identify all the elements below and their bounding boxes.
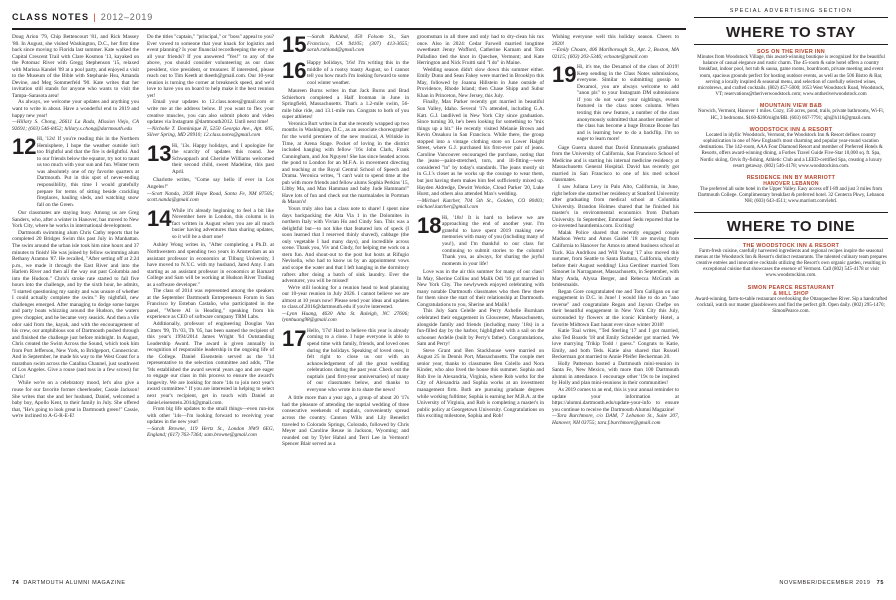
listing-description: Award-winning, farm-to-table restaurant overlooking the Ottauquechee River. Sip a handcrafted cocktail, watch our master glassblowers and find the perfect gift. Open daily. (802) 295-1470; SimonPearce.com. [694, 296, 888, 315]
class-year-number: 12 [12, 134, 37, 160]
listing-woodstock-inn-dining [694, 243, 888, 280]
note-paragraph: We're still looking for a reunion head to lead planning our 10-year reunion in July 2026. I cannot believe we are almost at 10 years now! Please send your ideas and updates to class.of.2016@dartmouth.edu if you're interested. [282, 284, 409, 311]
class-year-number: 14 [147, 205, 172, 231]
note-paragraph: Ashley Wong writes in, "After completing a Ph.D. at Northwestern and spending two years in Amsterdam as an assistant professor in economics at Tilburg University, I have moved to N.Y.C. with my husband, Jared Amy. I am starting as an assistant professor in economics at Barnard College and Sam will be working at Hudson River Trading as a software developer." [147, 242, 274, 288]
class-year-block-12 [12, 136, 139, 208]
class-year-block-13 [147, 140, 274, 176]
class-year-number: 13 [147, 140, 172, 166]
class-year-intro: Hi, '18s! It is hard to believe we are approaching the end of another year. I'm grateful to have spent 2019 making new memories with many of you (including many of you!), and I'm thankful to our class for continuing to submit stories to the column! Thank you, as always, for sharing the joyful moments in your life! [442, 214, 544, 267]
class-year-block-17 [282, 325, 409, 393]
listing-woodstock-inn [694, 127, 888, 170]
listing-name: MOUNTAIN VIEW B&B [759, 103, 823, 110]
note-paragraph: Dartmouth swimming alum Chris Cathy reports that he completed 20 Bridges Swim this past July in Manhattan. The swim around the urban isle took him nine hours and 37 minutes to finish! He was joined by fellow swimming alum Bethany Aramno '87. He recalled, "After setting off at 2:24 p.m., we made it through the East River and into the Harlem River and then all the way out past Columbia and into the Hudson." Chris's stroke rate started to fall five hours into the challenge, and by the sixth hour, he admits, "I started questioning my sanity and was unsure of whether I could actually complete the swim." By nightfall, new challenges emerged. After managing to dodge some barges and party boats whizzing around the Hudson, the waters grew choppier, and he became very seasick. And then a vile odor said from the, kayak, and with the encouragement of his crew, our amphibious son of Dartmouth pushed through and finished the challenge just before midnight. In August, Chris created the Swim Across the Sound, which took him from Port Jefferson, New York, to Bridgeport, Connecticut. And in September, he made his way to the West Coast for a marathon swim across the Catalina Channel, just southwest of Los Angeles. Give a rouse (and toss in a few scows) for Chris! [12, 229, 139, 380]
section-name: CLASS NOTES [12, 12, 90, 22]
note-paragraph: I saw Juliana Levy in Palo Alto, California, in June, right before she started her residency at Stanford University after graduating from medical school at Columbia University. Brandon Holmes shared that he finished his master's in environmental economics from Durham University. In September, Emmanuel Sedu reported that he co-invented hauntlemia.com. Exciting! [552, 184, 679, 230]
class-year-intro: Hi, '13s. Happy holidays, and I apologize for the scarcity of updates this round. Joe Schwappach and Cherishe Williams welcomed their second child, sweet Madeline, this past April. [172, 142, 274, 175]
note-paragraph: As 2019 comes to an end, this is your annual reminder to update your information at https://alumni.dartmouth.edu/update-your-info to ensure you continue to receive the Dartmouth Alumni Magazine! [552, 386, 679, 413]
correspondent-signature: —Scott Nanda, 2038 Hope Road, Santa Fe, NM 87505; scott.nanda@gmail.com [147, 190, 274, 204]
listing-description: Located in idyllic Woodstock, Vermont, the Woodstock Inn & Resort defines country sophistication in one of New England's most charming and popular year-round vacation destinations. The 142-room, AAA Four Diamond Resort and member of Preferred Hotels & Resorts, offers award-winning dining, a Forbes Travel Guide Five-Star 10,000 sq. ft. Spa, Nordic skiing, Orvis fly-fishing, Athletic Club and a LEED-certified Spa, creating a luxury resort getaway. (802) 546-4178; www.woodstockinn.com. [699, 132, 883, 169]
note-paragraph: This July Sam Celelle and Perry Axhelle Burnham celebrated their engagement in Gloucester, Massachusetts, alongside family and friends (including many '18s) in a fun-filled day by the harbor, highlighted with a sail on the schooner Ardelle (built by Perry's father). Congratulations, Sam and Perry! [417, 308, 544, 348]
title-separator: | [93, 12, 97, 22]
issue-date: NOVEMBER/DECEMBER 2019 [779, 580, 871, 586]
listing-location: & MILL SHOP [773, 290, 809, 297]
where-to-dine-heading: WHERE TO DINE [694, 212, 888, 239]
listing-residence-inn [694, 175, 888, 206]
note-paragraph: From big life updates to the small things—even run-ins with other '14s—I'm looking forward to receiving your updates in the new year! [147, 406, 274, 426]
class-year-intro: Hi, it's me, the Dexamol of the class of 2019! Keep sending in the Class Notes submissions, everyone. Similar to submitting gossip to Dexamol, you are always welcome to add "anon pls" to your Instagram DM submissions if you do not want your nightings, events featured in the class notes column. When texting this new feature, a number of the class anonymously submitted that another member of the class has become a huge Bronze Boone fan and is learning how to do a backflip. I'm so eager to learn more! [577, 64, 679, 143]
note-paragraph: Charlotte writes, "Come say hello if ever in Los Angeles!" [147, 177, 274, 191]
listing-name: SOS ON THE RIVER INN [757, 49, 825, 55]
class-year-intro: While it's already beginning to feel a bit like November here in London, this column is in fact written in August when you are all much busier having adventures than sharing updates, so it will be a short one! [172, 207, 274, 240]
class-years: 2012–2019 [100, 12, 154, 22]
listing-simon-pearce [694, 285, 888, 316]
note-paragraph: Doug Arion '79, Chip Bettencourt '81, and Rick Massey '80. In August, she visited Washington, D.C., her first time back since moving to Florida last summer. Kate walked the Capital Crescent Trail with Clare Kosmon '13, kayaked on the Potomac River with Gregg Stephenson '15, relaxed with Marissa Kandel '09 at a pool party, and enjoyed a visit to the Museum of the Bible with Stephanie Hsu, Amanda Devine, and Meg Sommerfeld '90. Kate writes that her invitation still stands for anyone who wants to visit the Tampa–Sarasota area! [12, 34, 139, 99]
correspondent-signature: —Nicholle T. Dominique II, 5250 Georgia Ave., Apt. 605, Silver Spring, MD 20910; 12.class.notes@gmail.com [147, 125, 274, 139]
class-year-intro: Hello, '17s! Hard to believe this year is already coming to a close. I hope everyone is able to spend time with family, friends, and loved ones during the holidays. Speaking of loved ones, it felt right to close us out with an acknowledgement of all the great wedding celebrations during the past year. Check out the nuptials (and first-year anniversaries) of many of our classmates below, and thanks to everyone who wrote in to share the news! [307, 327, 409, 393]
class-year-number: 19 [552, 62, 577, 88]
listing-location: HANOVER LEBANON [763, 181, 819, 188]
note-paragraph: Malak Police shared that recently engaged couple Madison Wertz and Amos Gaidel '18 are moving from California to Hanover for Amos to attend business school at Tuck. Kia Andrikou and Will Young '17 also moved this summer, from Seattle to Santa Barbara, California, shortly before their August wedding! Lisa Gerdiner married Tom Simonet in Narraganset, Massachusetts, in September, with Mary Anda, Alyssa Berger, and Rebecca McGrath as bridesmaids. [552, 229, 679, 289]
class-year-intro: —Sarah Ruhland, 450 Folsom St., San Francisco, CA 94105; (307) 413-3655; sarah.ruhland@gmail.com [307, 34, 409, 54]
footer-left [12, 580, 126, 586]
class-year-block-19 [552, 64, 679, 143]
note-paragraph: Regan Gore congratulated me and Tom Galligan on our engagement in D.C. in June! I would like to do an "ano reverse" and congratulate Regan and Jayson Chefpe on their beautiful engagement in New York City this July, surrounded by flowers at the iconic Kimberly Hotel, a favorite Midtown East haunt ever since winter 2018! [552, 288, 679, 328]
class-year-number: 17 [282, 325, 307, 351]
magazine-name: DARTMOUTH ALUMNI MAGAZINE [23, 580, 126, 586]
note-paragraph: Holly Patterson hosted a Dartmouth mini-reunion in Santa Fe, New Mexico, with more than 100 Dartmouth alumni in attendance. I encourage other '19s to be inspired by Holly and plan mini-reunions in their communities! [552, 360, 679, 387]
notes-column-4 [417, 34, 544, 567]
correspondent-signature: —Hillary S. Chong, 26611 La Rada, Mission Viejo, CA 92691; (603) 546-8452; hillary.s.chong@dartmouth.edu [12, 119, 139, 132]
class-year-block-16 [282, 60, 409, 86]
note-paragraph: groomsman in all three and only had to dry-clean his tux once. Also in 2024: Cedar Farwell married longtime sweetheart Jenny Wofford, Catherine Karnam and Tom Palladino tied the knot in Quechee, Vermont; and Kate Herrington and Nick Fruitti said "I do" in Maine. [417, 34, 544, 67]
listing-name: THE WOODSTOCK INN & RESORT [742, 242, 840, 249]
class-year-number: 18 [417, 212, 442, 238]
notes-column-5 [552, 34, 679, 567]
note-paragraph: Katie Toal writes, "Ted Sterling '17 and I got married, also Ted Boards '18 and Emily Schneider got married. We love marrying 'Trikip Todd / guess." Congrats to Katie, Emily, and both Teds. Katie also shared that Russell Beckerman got married to Annie Pfeifer Beckerman 20. [552, 328, 679, 361]
class-year-block-15 [282, 34, 409, 56]
special-advertising-label: SPECIAL ADVERTISING SECTION [694, 8, 888, 18]
section-title [12, 12, 153, 22]
class-year-intro: Happy holidays, '16s! I'm writing this in the middle of a rootsy toasty August, so I cannot tell you how much I'm looking forward to some cool winter weather. [307, 60, 409, 86]
note-paragraph: Wedding season didn't slow down this summer either. Emily Dunn and Sean Fahey were married in Brooklyn this May, followed by Joanna Hillstein in June outside of Providence, Rhode Island; then Chase Shipp and Subur Khan in Princeton, New Jersey, this July. [417, 66, 544, 99]
note-paragraph: Additionally, professor of engineering Douglas Van Citters '99, Th '03, Th '05, has been named the recipient of this year's 1994/2014 James Wright '64 Outstanding Leadership Award. The award is given annually in recognition of responsible leadership in the ongoing life of the College. Daniel Eisenstein served as the '14 representative to the selection committee and adds, "The '94s established the award several years ago and are eager to engage our class in this process to ensure the award's longevity. We are looking for more '14s to join next year's award committee." If you are interested in helping to select next year's recipient, get in touch with Daniel at daniel.eisenstein.2014@gmail.com. [147, 320, 274, 406]
correspondent-signature: —Tara Burchmore, c/o DAM, 7 Lebanon St., Suite 207, Hanover, NH 03755; tara.f.burchmore@gmail.com [552, 413, 679, 426]
note-paragraph: Steve Grant and Ben Stackhouse were married on August 25 in Dennis Port, Massachusetts. The couple met senior year, thanks to classmates Ben Colello and Nora Kinder, who also lived the house this summer. Sophia and Rob live in Alexandria, Virginia, where Rob works for the City of Alexandria and Sophia works at an investment management firm. Both are pursuing graduate degrees while working fulltime; Sophia is earning her M.B.A. at the University of Virginia, and Rob is completing a master's in public policy at Georgetown University. Congratulations on this exciting milestone, Sophia and Rob! [417, 347, 544, 420]
where-to-stay-heading: WHERE TO STAY [694, 22, 888, 45]
listing-name: WOODSTOCK INN & RESORT [749, 126, 833, 133]
listing-mountain-view [694, 103, 888, 121]
listing-description: The preferred all suite hotel in the Upper Valley. Easy access off I-89 and just 3 miles from Dartmouth College. Complimentary breakfast & preferred hotel. 32 Centerra Pkwy, Lebanon NH; (603) 643-4511; www.marriott.com/lebrl. [697, 187, 885, 205]
page-footer [12, 578, 884, 590]
note-paragraph: Maureen Burns writes in that Jack Burns and Brad Schierhorn completed a Half Ironman in June in Springfield, Massachusetts. That's a 1.2-mile swim, 56-mile bike ride, and 13.1-mile run. Congrats to both of you super athletes! [282, 88, 409, 121]
listing-description: Farm-fresh cuisine, carefully harvested ingredients and regional recipes inspire the seasonal menus at the Woodstock Inn & Resort's distinct restaurants. The talented culinary team prepares creative entrées and innovative cocktails utilizing the Resort's own organic garden, resulting in exceptional cuisine that showcases the essence of Vermont. Call (802) 545-4178 or visit www.woodstockinn.com. [695, 248, 887, 279]
class-year-number: 16 [282, 58, 307, 83]
advertising-sidebar [694, 8, 888, 576]
note-paragraph: Email your updates to 12.class.notes@gmail.com or write me at the address below. If you want to flex your creative muscles, you can also submit photo and video updates via Instagram @dartmouth2012. Until next time! [147, 99, 274, 126]
footer-right [779, 580, 884, 586]
note-paragraph: Wishing everyone well this holiday season. Cheers to 2020! [552, 34, 679, 47]
class-year-block-14 [147, 205, 274, 241]
note-paragraph: A little more than a year ago, a group of about 20 '17s had the pleasure of attending the nuptial wedding of three consecutive weekends of nuptials, conveniently spread across the country. Cannon Wills and Lily Benedict traveled to Colorado Springs, Colorado, followed by Chris Meyer and Caroline Reuse in Jackson, Wyoming; and rounded out by Tyler Hahnl and Terri Lee in Vermont! Spencer Blair served as a [282, 395, 409, 448]
class-year-block-18 [417, 212, 544, 267]
listing-name: SIMON PEARCE RESTAURANT [747, 284, 835, 291]
page-number-left: 74 [12, 580, 20, 586]
note-paragraph: Yours truly also has a class note to share! I spent nine days backpacking the Alta Via 1 in the Dolomites in northern Italy with Vivian Ho and Cindy Sun. This was a delightful but—to not hike that featured lots of speck (I soon learned that I reserved thinly shaved), cabbage (the only vegetable I had many days), and incredible across scene. Thank you, Viv and Cindy, for helping me work on a stern fun. And shout-out to the post hut hosts at Rifugio Nevisella, who had to know us by an appointment vows and scope the water and that I left hanging in the dormitory rafters after doing a batch of sink laundry. Ever the adventurer, you will be missed! [282, 206, 409, 285]
note-paragraph: Love was in the air this summer for many of our class! In May, Sherine Collins and Malik Odi '16 got married in New York City. The newlyweds enjoyed celebrating with many notable Dartmouth classmates who then flew there for them since the start of their relationship at Dartmouth. Congratulations to you, Sherine and Malik! [417, 269, 544, 308]
note-paragraph: Our classmates are staying busy. Among us are Greg Sanders, who, after a winter in Hanover, has moved to New York City, where he works in international development. [12, 210, 139, 230]
listing-name: RESIDENCE INN BY MARRIOTT [746, 175, 836, 182]
listing-description: Norwich, Vermont, Hanover 1 miles. Cozy, 150 acres, pond, trails, private bathrooms, Wi-Fi, HC, 3 bedrooms. $160-$200/night/BB. (603) 667-7791; ajh@h116@gmail.com. [697, 109, 885, 121]
correspondent-signature: —Emily Choate, 406 Marlborough St., Apt. 2, Boston, MA 02115; (603) 203-5346; echoate@gmail.com [552, 47, 679, 60]
listing-sos-on-the-river [694, 49, 888, 98]
page-header [12, 8, 686, 30]
correspondent-signature: —Lynn Huang, 4630 Alta St. Raleigh, NC 27606; lynnhuang98@gmail.com [282, 310, 409, 324]
correspondent-signature: —Sarah Browne, 119 Hertz St., London NW9 6EG, England; (617) 763-7364; sam.browne@gmail.com [147, 425, 274, 439]
note-paragraph: Finally, Max Parker recently got married in beautiful Sun Valley, Idaho. Several '17s attended, including G.A. Katt. G.J. landlived in New York City since graduation. Since turning 30, he's been looking for something to "mix things up a bit." He recently visited Melanie Brown and Kevin Onsakou in San Francisco. While there, the group stopped into a vintage clothing store on Lower Haight Street, where G.J. purchased his first-ever pair of jeans. Caroline Vancouver encouraged the purchase, noting that the jeans—paint-stretched, torn, and ill-fitting—were considered "in" by today's standards. The jeans mostly sit in G.J.'s closet as he works up the courage to wear them, but just having them makes him feel sufficiently mixed up. Hayden Aldredge, Dewitt Workie, Cloud Parker '20, Luke Hurst, and others also attended Max's wedding. [417, 99, 544, 198]
correspondent-signature: —Michael Kutcher, 704 5th St., Golden, CO 80403; michael.kutcher@gmail.com [417, 197, 544, 211]
note-paragraph: The class of 2014 was represented among the speakers at the September Dartmouth Entrepreneurs Forum in San Francisco by Esteban Castaño, who participated in the panel, "Where AI is Heading," speaking from his experience as CEO of software company TRM Labs. [147, 288, 274, 321]
class-year-intro: Hi, '12s! If you're reading this in the Northern Hemisphere, I hope the weather outside isn't too frightful and that the fire is delightful. And to our friends below the equator, try not to taunt us too much with your sun and fun. Winter term was absolutely one of my favorite quarters at Dartmouth. Put in this spot of never-ending responsibility, this time I would gratefully prepare for terms of sitting beside crackling fireplaces, hauling sleds, and watching snow fall on the Green. [37, 136, 139, 208]
notes-column-1 [12, 34, 139, 567]
note-paragraph: Do the titles "captain," "principal," or "boss" appeal to you? Ever vowed to someone that your knack for logistics and event planning? Is your financial recordkeeping the envy of all your friends? If you answered "Yes!" to any of the above, you should consider volunteering as our class president, vice president, or treasurer. If interested, please reach out to Tim Keeth at tkeeth@gmail.com. Our 10-year reunion is turning the corner at breakneck speed, and we'd love to have you on board to help make it the best reunion yet! [147, 34, 274, 99]
note-paragraph: Gage Guerra shared that David Emmanuels graduated from the University of California, San Francisco School of Medicine and is starting his internal medicine residency at Massachusetts General Hospital. David has recently got married in San Francisco to one of his med school classmates. [552, 144, 679, 184]
notes-column-2 [147, 34, 274, 567]
note-paragraph: Veronica Burt writes in that she recently wrapped up two months in Washington, D.C., as an associate choreographer for the world premiere of the new musical, A Wrinkle in Time, at Arena Stage. Pocket of loving in the district included hanging with fellow '16s John Clark, Frank Cunningham, and Jon Nguyen! She has since headed across the pond to London for an M.F.A. in movement directing and teaching at the Royal Central School of Speech and Drama. Veronica writes, "I can't wait to spend time at the pub with more friends and fellow alums Sophia Perkins '15, Libby Ma, and Max Hamman and baby Jude Hammam!" Have lots of fun and check out the marmalades in Portman & Mason's! [282, 120, 409, 206]
note-paragraph: While we're on a celebratory mood, let's also give a rouse for our favorite former cheerleader, Cassie Jackson! She writes that she and her husband, Daniel, welcomed a baby boy, Apollo Kent, to their family in July. She offered that, "He's going to look great in Dartmouth green!" Cassie, we're inclined to A-G-R-E-E! [12, 380, 139, 420]
notes-column-3 [282, 34, 409, 567]
note-paragraph: As always, we welcome your updates and anything you want to write in about. Have a wonderful end to 2019 and happy new year! [12, 99, 139, 119]
listing-description: Minutes from Woodstock Village, this award-winning boutique is recognized for the beautiful balance of casual elegance and rustic charm. The 45-room & suite hotel offers a country breakfast, indoor pool, hot tub & sauna, game rooms, boardroom, private meeting and event room, spacious grounds perfect for hosting outdoor events, as well as the 506 Bistro & Bar, serving a locally inspired & seasonal menu, and selection of carefully selected wines, microbrews, and crafted cocktails. (802) 457-5000; 1653 West Woodstock Road, Woodstock, VT; reservations@theriverwoodstock.com; www.ontheriverwoodstock.com [697, 55, 885, 98]
page-number-right: 75 [876, 580, 884, 586]
class-year-number: 15 [282, 34, 307, 57]
